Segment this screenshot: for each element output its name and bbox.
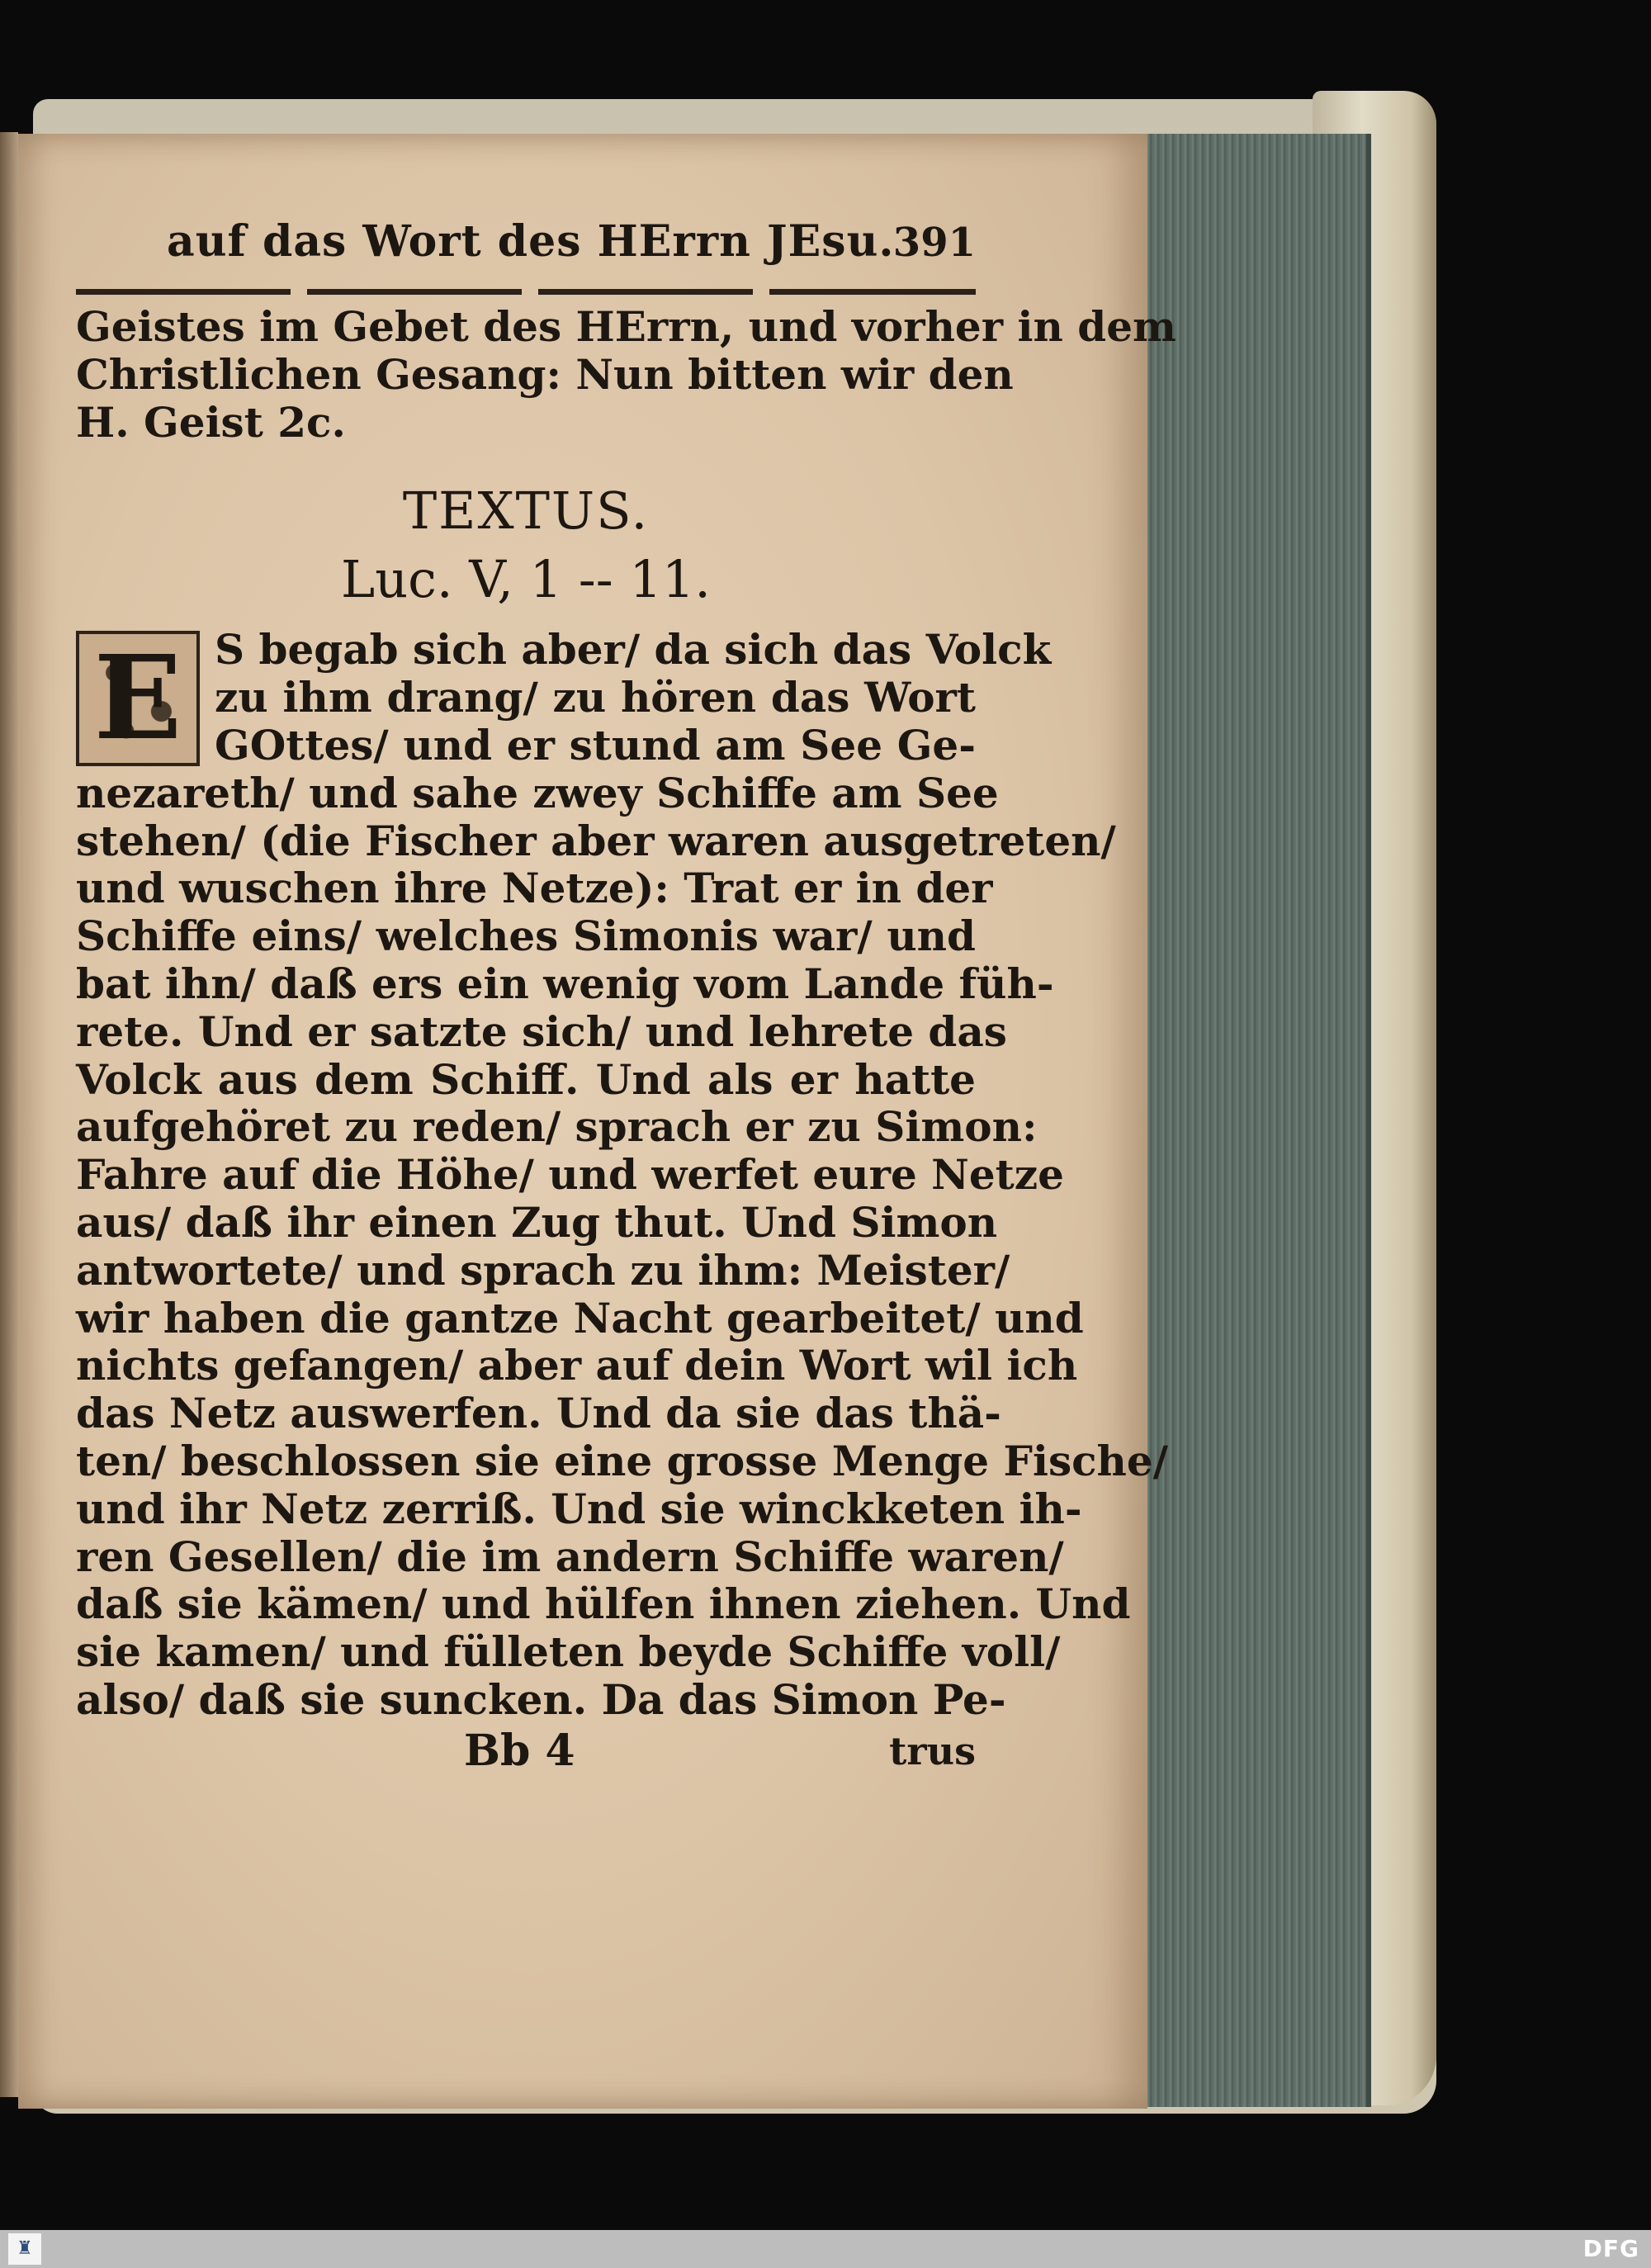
- text-line: daß sie kämen/ und hülfen ihnen ziehen. Und: [76, 1579, 1131, 1629]
- text-line: Geistes im Gebet des HErrn, und vorher in dem: [76, 302, 1176, 351]
- intro-paragraph: [76, 302, 1176, 447]
- text-line: nezareth/ und sahe zwey Schiffe am See: [76, 768, 999, 817]
- text-line: antwortete/ und sprach zu ihm: Meister/: [76, 1245, 1010, 1295]
- text-line: nichts gefangen/ aber auf dein Wort wil ich: [76, 1341, 1078, 1390]
- text-line: Fahre auf die Höhe/ und werfet eure Netze: [76, 1150, 1064, 1200]
- library-logo-icon[interactable]: ♜: [8, 2233, 41, 2265]
- text-line: Christlichen Gesang: Nun bitten wir den: [76, 349, 1014, 399]
- scripture-text: [76, 625, 1168, 1724]
- page-text: [76, 208, 1176, 1778]
- running-title: auf das Wort des HErrn JEsu.: [167, 216, 895, 267]
- book-page: [18, 134, 1176, 2109]
- text-line: ren Gesellen/ die im andern Schiffe waren/: [76, 1532, 1064, 1581]
- section-heading: TEXTUS.: [402, 481, 650, 542]
- header-rule: [76, 289, 976, 295]
- previous-page-edge: [0, 132, 18, 2097]
- ornamental-initial: E: [76, 631, 200, 766]
- text-line: stehen/ (die Fischer aber waren ausgetreten/: [76, 816, 1116, 865]
- text-line: aus/ daß ihr einen Zug thut. Und Simon: [76, 1197, 998, 1247]
- viewer-bottom-bar: [0, 2230, 1651, 2268]
- text-line: das Netz auswerfen. Und da sie das thä-: [76, 1389, 1001, 1438]
- text-line: aufgehöret zu reden/ sprach er zu Simon:: [76, 1102, 1038, 1152]
- text-line: S begab sich aber/ da sich das Volck: [215, 625, 1052, 675]
- signature-mark: Bb 4: [464, 1725, 575, 1776]
- text-line: GOttes/ und er stund am See Ge-: [215, 720, 976, 769]
- text-line: Schiffe eins/ welches Simonis war/ und: [76, 911, 976, 961]
- dfg-logo[interactable]: DFG: [1582, 2235, 1639, 2262]
- text-line: wir haben die gantze Nacht gearbeitet/ und: [76, 1293, 1084, 1342]
- text-line: Volck aus dem Schiff. Und als er hatte: [76, 1054, 976, 1104]
- text-line: und ihr Netz zerriß. Und sie winckketen ih-: [76, 1484, 1082, 1533]
- text-line: also/ daß sie suncken. Da das Simon Pe-: [76, 1674, 1006, 1724]
- text-line: sie kamen/ und fülleten beyde Schiffe voll/: [76, 1627, 1061, 1677]
- text-line: bat ihn/ daß ers ein wenig vom Lande füh-: [76, 959, 1054, 1008]
- text-line: H. Geist 2c.: [76, 397, 346, 447]
- text-line: und wuschen ihre Netze): Trat er in der: [76, 864, 993, 913]
- text-line: ten/ beschlossen sie eine grosse Menge Fische/: [76, 1436, 1168, 1485]
- text-line: rete. Und er satzte sich/ und lehrete das: [76, 1006, 1007, 1056]
- catchword: trus: [889, 1728, 976, 1773]
- scripture-reference: Luc. V, 1 -- 11.: [341, 549, 711, 610]
- page-number: 391: [892, 220, 976, 266]
- text-line: zu ihm drang/ zu hören das Wort: [215, 673, 976, 722]
- page-footer: [76, 1726, 976, 1778]
- running-head: [76, 208, 976, 282]
